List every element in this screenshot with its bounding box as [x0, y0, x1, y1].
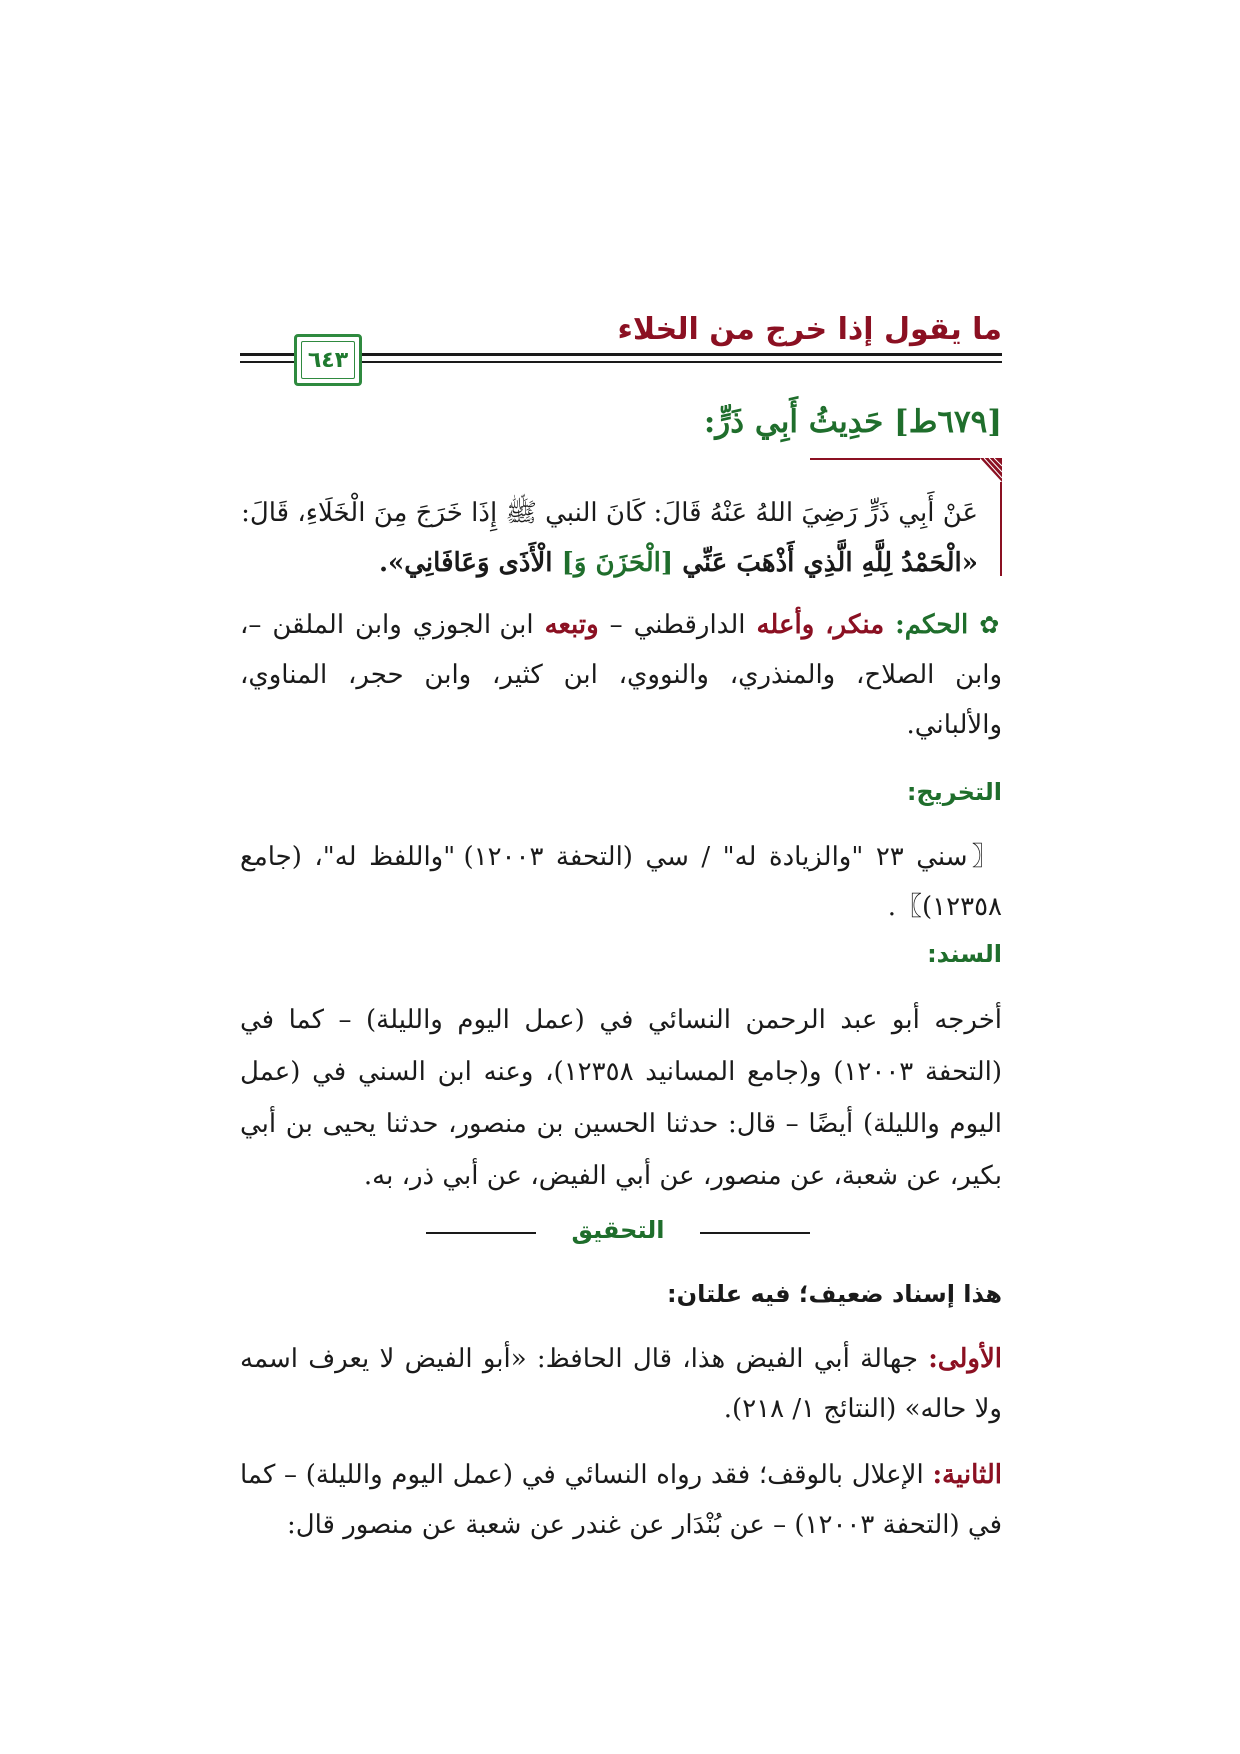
sanad-text: أخرجه أبو عبد الرحمن النسائي في (عمل اليوم والليلة) – كما في (التحفة ١٢٠٠٣) و(جامع المسانيد ١٢٣٥٨)، وعنه ابن السني في (عمل اليوم والليلة) أيضًا – قال: حدثنا الحسين بن منصور، حدثنا يحيى بن أبي بكير، عن شعبة، عن منصور، عن أبي الفيض، عن أبي ذر، به. [240, 1005, 1003, 1191]
page-number: ٦٤٣ [307, 347, 349, 373]
quote-open: « [961, 548, 978, 578]
hadith-intro: عَنْ أَبِي ذَرٍّ رَضِيَ اللهُ عَنْهُ قَالَ: كَانَ النبي ﷺ إِذَا خَرَجَ مِنَ الْخَلَاءِ، قَالَ: [241, 498, 978, 528]
takhrij-text: 〖سني ٢٣ "والزيادة له" / سي (التحفة ١٢٠٠٣) "واللفظ له"، (جامع ١٢٣٥٨)〗. [240, 842, 1002, 922]
hadith-heading: [٦٧٩ط] حَدِيثُ أَبِي ذَرٍّ: [703, 404, 1002, 440]
verdict-line: هذا إسناد ضعيف؛ فيه علتان: [667, 1280, 1002, 1308]
tabiahu-names: ابن الجوزي وابن الملقن –، وابن الصلاح، والمنذري، والنووي، ابن كثير، وابن حجر، المناوي، والألباني. [240, 610, 1002, 740]
second-label: الثانية: [932, 1460, 1002, 1490]
tabiahu-label: وتبعه [544, 610, 599, 640]
second-illah [240, 1450, 1002, 1550]
tahqiq-divider [426, 1216, 810, 1244]
quote-part-2: الْأَذَى وَعَافَانِي [404, 548, 562, 578]
ornate-frame-icon [294, 334, 362, 386]
hadith-text [240, 488, 978, 588]
sanad-label: السند: [927, 940, 1002, 968]
quote-bracket: [الْحَزَنَ وَ] [561, 548, 674, 578]
chapter-title: ما يقول إذا خرج من الخلاء [617, 312, 1002, 347]
corner-ornament-icon [980, 458, 1002, 576]
second-text: الإعلال بالوقف؛ فقد رواه النسائي في (عمل اليوم والليلة) – كما في (التحفة ١٢٠٠٣) – عن بُنْدَار عن غندر عن شعبة عن منصور قال: [240, 1460, 1002, 1540]
quote-close: ». [378, 548, 405, 578]
tahqiq-label: التحقيق [571, 1216, 665, 1244]
first-illah [240, 1334, 1002, 1434]
first-text: جهالة أبي الفيض هذا، قال الحافظ: «أبو الفيض لا يعرف اسمه ولا حاله» (النتائج ١/ ٢١٨). [240, 1344, 1002, 1424]
quote-part-1: الْحَمْدُ لِلَّهِ الَّذِي أَذْهَبَ عَنِّي [673, 548, 962, 578]
hukm-paragraph [240, 600, 1002, 750]
takhrij-label: التخريج: [906, 778, 1002, 806]
aalahu-label: وأعله [756, 610, 815, 640]
first-label: الأولى: [928, 1344, 1003, 1374]
aalahu-names: الدارقطني – [609, 610, 746, 640]
hukm-label: الحكم: [895, 610, 969, 640]
flower-ornament-icon: ✿ [979, 611, 1003, 639]
quote-top-rule [810, 458, 980, 460]
hadith-quote [379, 548, 978, 578]
hukm-value: منكر، [825, 610, 885, 640]
